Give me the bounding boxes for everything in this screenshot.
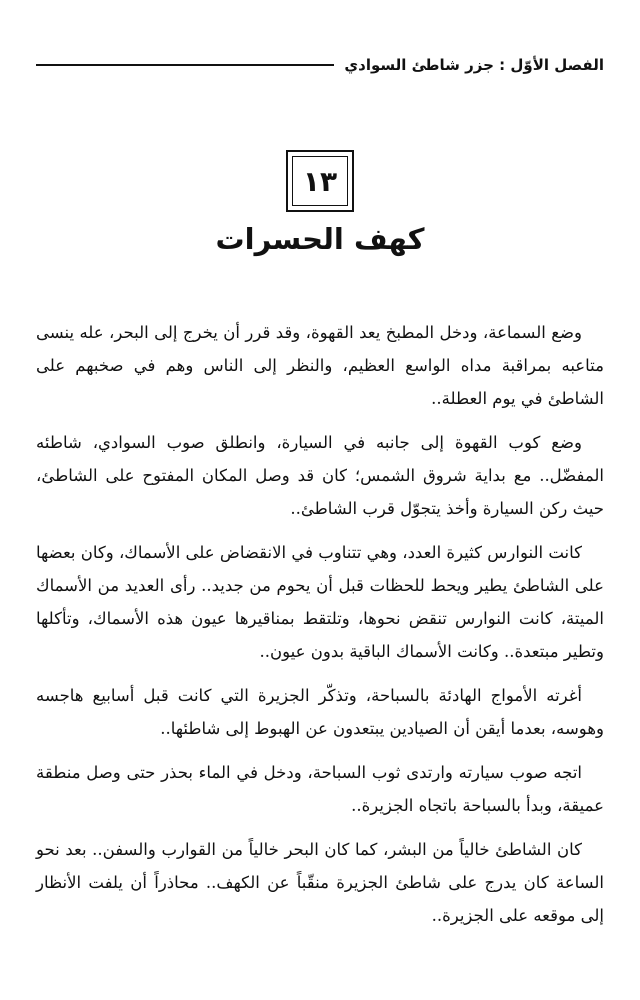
paragraph-1: وضع السماعة، ودخل المطبخ يعد القهوة، وقد قرر أن يخرج إلى البحر، عله ينسى متاعبه بمراقبة مداه الواسع العظيم، والنظر إلى الناس وهم في صخبهم على الشاطئ في يوم العطلة..: [36, 323, 604, 408]
running-header-title: الفصل الأوّل : جزر شاطئ السوادي: [344, 56, 604, 74]
chapter-body: [36, 316, 604, 943]
header-rule: [36, 64, 334, 66]
chapter-title: كهف الحسرات: [215, 222, 425, 256]
paragraph-4: أغرته الأمواج الهادئة بالسباحة، وتذكّر الجزيرة التي كانت قبل أسابيع هاجسه وهوسه، بعدما أيقن أن الصيادين يبتعدون عن الهبوط إلى شاطئها..: [36, 686, 604, 738]
chapter-number-frame: [292, 156, 348, 206]
chapter-number-box: [286, 150, 354, 212]
paragraph-3: كانت النوارس كثيرة العدد، وهي تتناوب في الانقضاض على الأسماك، وكان بعضها على الشاطئ يطير ويحط للحظات قبل أن يحوم من جديد.. رأى العديد من الأسماك الميتة، كانت النوارس تنقض نحوها، وتلتقط بمناقيرها عيون هذه الأسماك، وتأكلها وتطير مبتعدة.. وكانت الأسماك الباقية بدون عيون..: [36, 543, 604, 661]
paragraph-5: اتجه صوب سيارته وارتدى ثوب السباحة، ودخل في الماء بحذر حتى وصل منطقة عميقة، وبدأ بالسباحة باتجاه الجزيرة..: [36, 763, 604, 815]
chapter-number: ١٣: [302, 164, 338, 198]
running-header: [36, 56, 604, 74]
paragraph-2: وضع كوب القهوة إلى جانبه في السيارة، وانطلق صوب السوادي، شاطئه المفضّل.. مع بداية شروق الشمس؛ كان قد وصل المكان المفتوح على الشاطئ، حيث ركن السيارة وأخذ يتجوّل قرب الشاطئ..: [36, 433, 604, 518]
paragraph-6: كان الشاطئ خالياً من البشر، كما كان البحر خالياً من القوارب والسفن.. بعد نحو الساعة كان يدرج على شاطئ الجزيرة منقّباً عن الكهف.. محاذراً أن يلفت الأنظار إلى موقعه على الجزيرة..: [36, 840, 604, 925]
